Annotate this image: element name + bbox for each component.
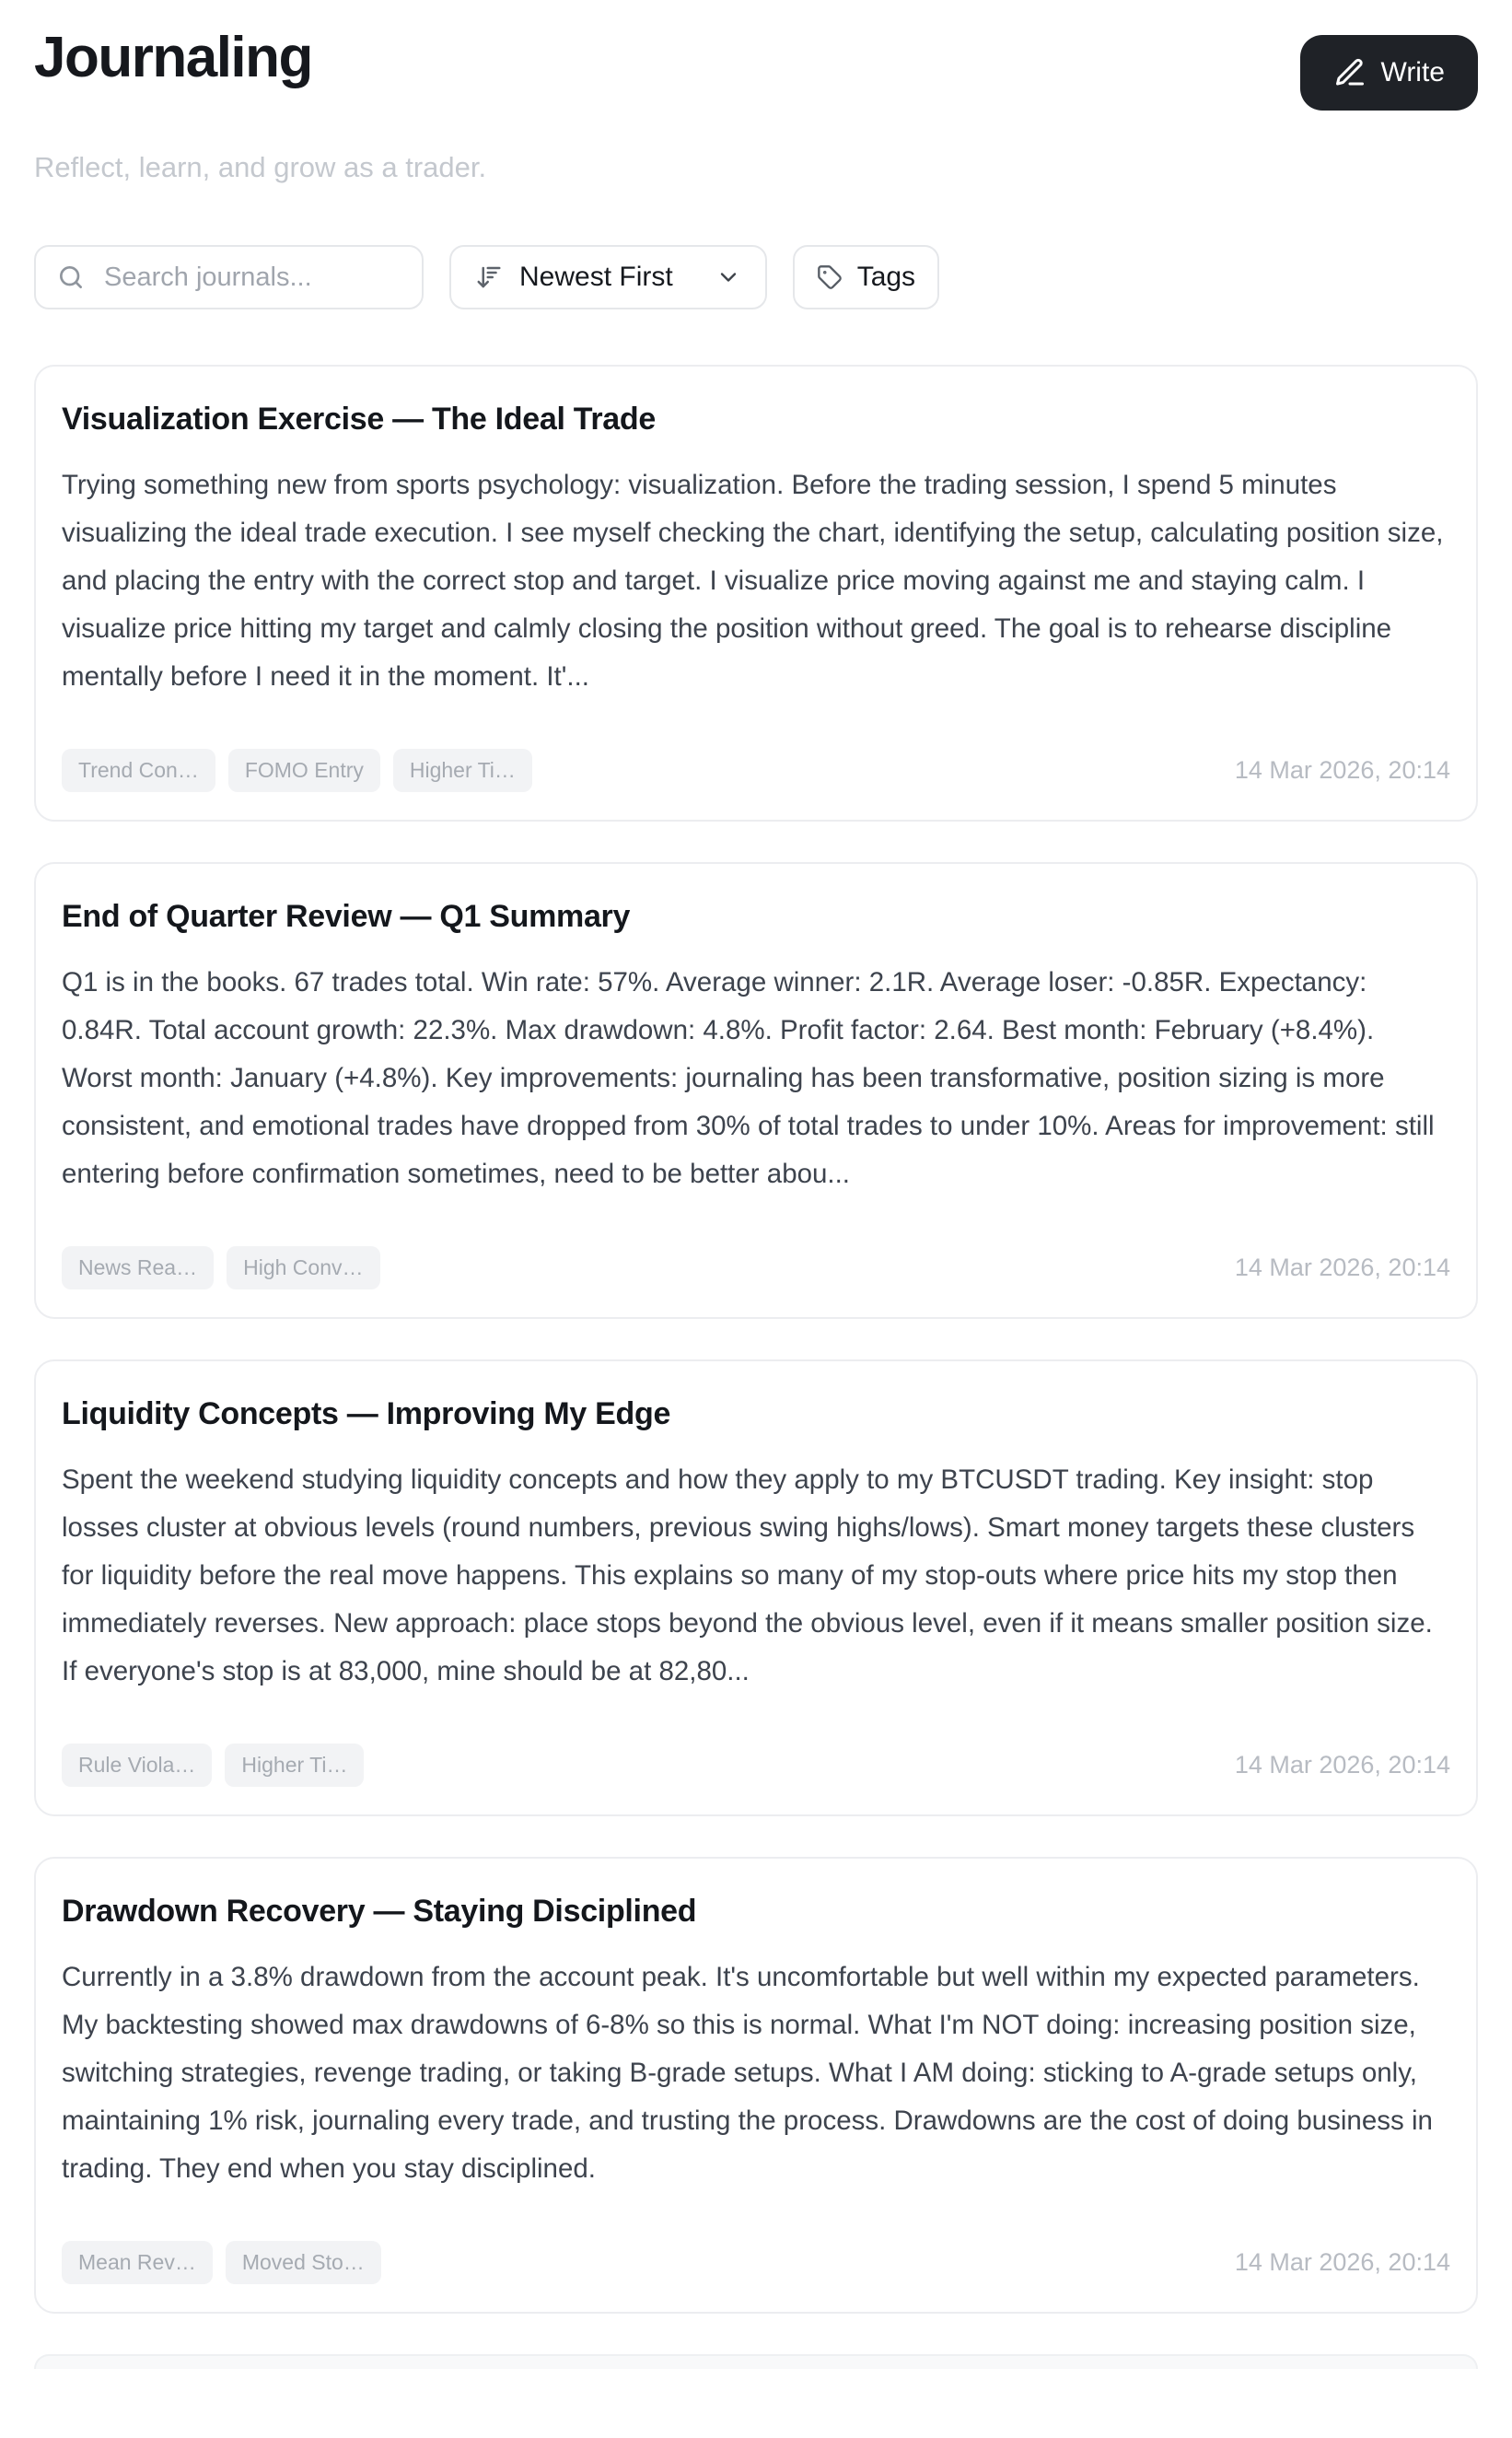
search-box[interactable]: [34, 245, 424, 309]
sort-dropdown-label: Newest First: [519, 262, 673, 292]
entry-timestamp: 14 Mar 2026, 20:14: [1234, 2248, 1450, 2276]
tag-pill[interactable]: News Rea…: [62, 1246, 214, 1289]
tag-icon: [817, 264, 843, 290]
entry-footer: [62, 1744, 1450, 1787]
journal-card[interactable]: [34, 862, 1478, 1319]
sort-icon: [475, 263, 503, 291]
sort-dropdown[interactable]: [449, 245, 767, 309]
entry-excerpt: Trying something new from sports psychology: visualization. Before the trading session, I spend 5 minutes visualizing the ideal trade execution. I see myself checking the chart, identifying the setup, calculating position size, and placing the entry with the correct stop and target. I visualize price moving against me and staying calm. I visualize price hitting my target and calmly closing the position without greed. The goal is to rehearse discipline mentally before I need it in the moment. It'...: [62, 470, 1444, 692]
entry-excerpt: Currently in a 3.8% drawdown from the account peak. It's uncomfortable but well within my expected parameters. My backtesting showed max drawdowns of 6-8% so this is normal. What I'm NOT doing: increasing position size, switching strategies, revenge trading, or taking B-grade setups. What I AM doing: sticking to A-grade setups only, maintaining 1% risk, journaling every trade, and trusting the process. Drawdowns are the cost of doing business in trading. They end when you stay disciplined.: [62, 1962, 1433, 2184]
tag-pill[interactable]: Rule Viola…: [62, 1744, 212, 1787]
entry-footer: [62, 749, 1450, 792]
page-subtitle: Reflect, learn, and grow as a trader.: [34, 151, 487, 183]
tag-pill[interactable]: Higher Ti…: [393, 749, 532, 792]
journal-card[interactable]: [34, 1359, 1478, 1816]
write-button-label: Write: [1380, 57, 1445, 87]
entry-tags: [62, 2241, 381, 2284]
entry-title: End of Quarter Review — Q1 Summary: [62, 899, 631, 934]
journal-card[interactable]: [34, 1857, 1478, 2314]
entry-timestamp: 14 Mar 2026, 20:14: [1234, 1751, 1450, 1779]
tags-button[interactable]: [793, 245, 939, 309]
entry-tags: [62, 749, 532, 792]
entry-footer: [62, 2241, 1450, 2284]
tags-button-label: Tags: [856, 262, 916, 292]
write-button[interactable]: [1300, 35, 1478, 111]
next-card-partial: [34, 2354, 1478, 2369]
journal-list: [34, 365, 1478, 2314]
chevron-down-icon: [715, 264, 741, 290]
tag-pill[interactable]: Trend Con…: [62, 749, 215, 792]
journal-card[interactable]: [34, 365, 1478, 822]
tag-pill[interactable]: FOMO Entry: [228, 749, 380, 792]
pencil-icon: [1333, 56, 1367, 89]
tag-pill[interactable]: Moved Sto…: [226, 2241, 381, 2284]
entry-tags: [62, 1246, 380, 1289]
tag-pill[interactable]: Higher Ti…: [225, 1744, 364, 1787]
page-title: Journaling: [34, 26, 312, 89]
entry-title: Liquidity Concepts — Improving My Edge: [62, 1396, 671, 1431]
toolbar: [34, 245, 1478, 309]
page-header: [34, 24, 1478, 111]
entry-excerpt: Q1 is in the books. 67 trades total. Win rate: 57%. Average winner: 2.1R. Average loser: -0.85R. Expectancy: 0.84R. Total account growth: 22.3%. Max drawdown: 4.8%. Profit factor: 2.64. Best month: February (+8.4%). Worst month: January (+4.8%). Key improvements: journaling has been transformative, position sizing is more consistent, and emotional trades have dropped from 30% of total trades to under 10%. Areas for improvement: still entering before confirmation sometimes, need to be better abou...: [62, 967, 1435, 1189]
entry-title: Drawdown Recovery — Staying Disciplined: [62, 1894, 697, 1929]
tag-pill[interactable]: High Conv…: [227, 1246, 379, 1289]
tag-pill[interactable]: Mean Rev…: [62, 2241, 213, 2284]
entry-timestamp: 14 Mar 2026, 20:14: [1234, 1254, 1450, 1281]
entry-footer: [62, 1246, 1450, 1289]
entry-title: Visualization Exercise — The Ideal Trade: [62, 402, 656, 437]
search-input[interactable]: [102, 262, 401, 294]
entry-timestamp: 14 Mar 2026, 20:14: [1234, 756, 1450, 784]
search-icon: [56, 262, 86, 292]
entry-excerpt: Spent the weekend studying liquidity concepts and how they apply to my BTCUSDT trading. Key insight: stop losses cluster at obvious levels (round numbers, previous swing highs/lows). Smart money targets these clusters for liquidity before the real move happens. This explains so many of my stop-outs where price hits my stop then immediately reverses. New approach: place stops beyond the obvious level, even if it means smaller position size. If everyone's stop is at 83,000, mine should be at 82,80...: [62, 1464, 1433, 1686]
entry-tags: [62, 1744, 364, 1787]
